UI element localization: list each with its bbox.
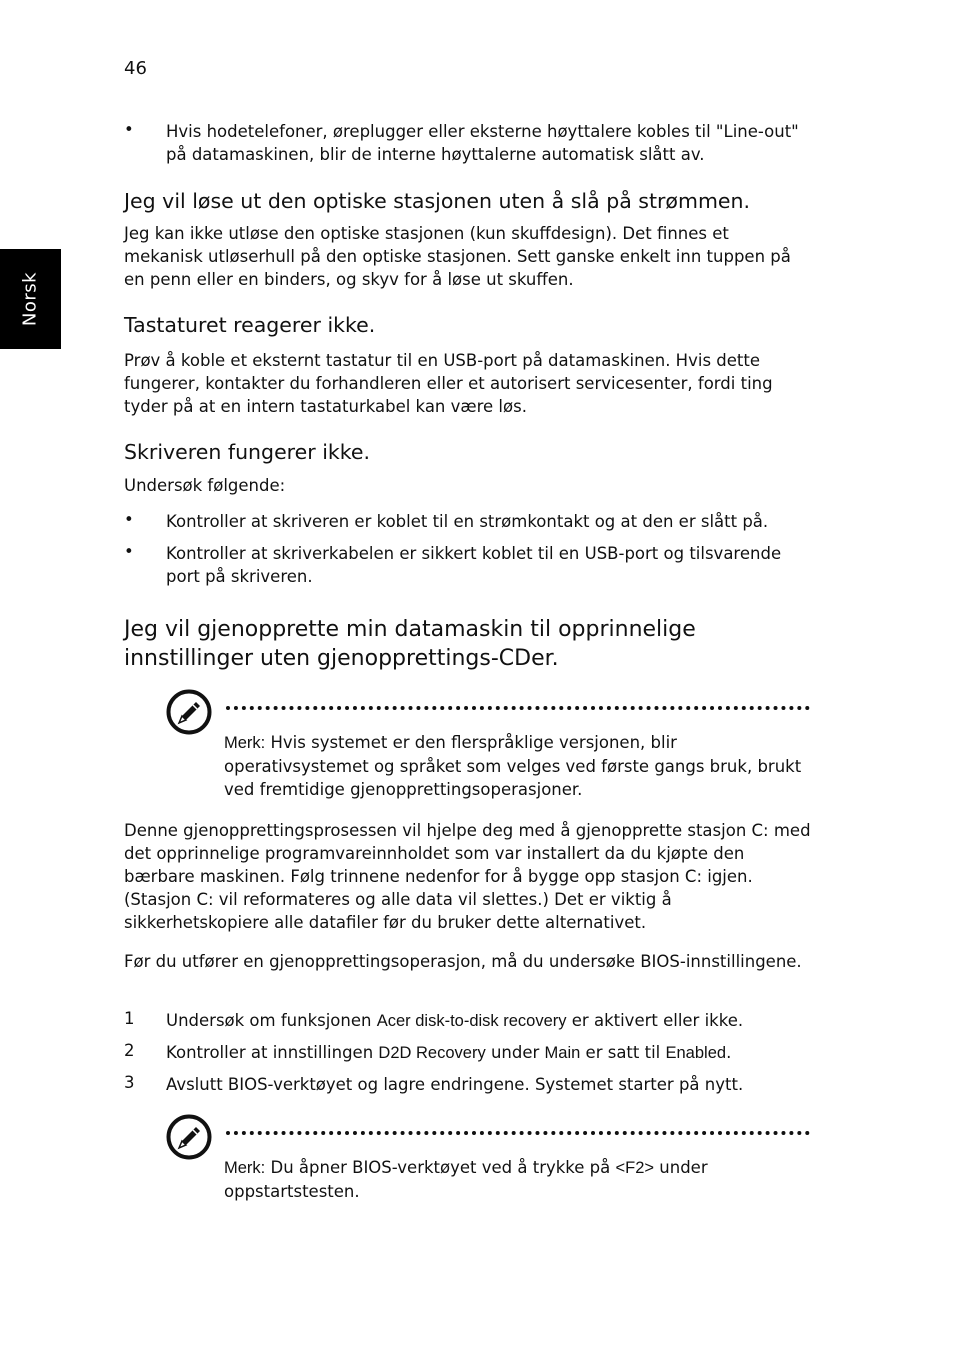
note-pencil-icon xyxy=(166,689,212,735)
section-heading-recovery: Jeg vil gjenopprette min datamaskin til opprinnelige innstillinger uten gjenopprettings-CDer. xyxy=(124,617,696,671)
note-label: Merk: xyxy=(224,1159,266,1177)
ui-term: Main xyxy=(544,1044,581,1062)
bullet-marker: • xyxy=(124,542,134,561)
side-tab-label: Norsk xyxy=(19,271,41,327)
step-text: Undersøk om funksjonen Acer disk-to-disk recovery er aktivert eller ikke. xyxy=(166,1011,744,1030)
section-text-keyboard: Prøv å koble et eksternt tastatur til en USB-port på datamaskinen. Hvis dette fungerer, kontakter du forhandleren eller et autorisert servicesenter, fordi ting tyder på at en intern tastaturkabel kan være løs. xyxy=(124,351,773,416)
paragraph-recovery-1: Denne gjenopprettingsprosessen vil hjelpe deg med å gjenopprette stasjon C: med det opprinnelige programvareinnholdet som var installert da du kjøpte den bærbare maskinen. Følg trinnene nedenfor for å bygge opp stasjon C: igjen. (Stasjon C: vil reformateres og alle data vil slettes.) Det er viktig å sikkerhetskopiere alle datafiler før du bruker dette alternativet. xyxy=(124,821,811,932)
ui-term: Acer disk-to-disk recovery xyxy=(376,1012,567,1030)
bullet-text: Kontroller at skriveren er koblet til en strømkontakt og at den er slått på. xyxy=(166,512,769,531)
ui-term: <F2> xyxy=(615,1159,655,1177)
note-text xyxy=(224,731,814,801)
bullet-text: Kontroller at skriverkabelen er sikkert koblet til en USB-port og tilsvarende port på skriveren. xyxy=(166,544,782,586)
note-body: Hvis systemet er den flerspråklige versjonen, blir operativsystemet og språket som velges ved første gangs bruk, brukt ved fremtidige gjenopprettingsoperasjoner. xyxy=(224,733,802,799)
section-heading-optical: Jeg vil løse ut den optiske stasjonen uten å slå på strømmen. xyxy=(124,189,751,213)
bullet-text: Hvis hodetelefoner, øreplugger eller eksterne høyttalere kobles til "Line-out" på datamaskinen, blir de interne høyttalerne automatisk slått av. xyxy=(166,122,799,164)
step-text: Kontroller at innstillingen D2D Recovery under Main er satt til Enabled. xyxy=(166,1043,732,1062)
page-number: 46 xyxy=(124,58,147,79)
language-side-tab xyxy=(0,249,61,349)
step-number: 3 xyxy=(124,1073,135,1092)
note-text: Merk: Du åpner BIOS-verktøyet ved å trykke på <F2> under oppstartstesten. xyxy=(224,1158,708,1201)
section-heading-printer: Skriveren fungerer ikke. xyxy=(124,440,371,464)
ui-term: D2D Recovery xyxy=(378,1044,486,1062)
section-heading-keyboard: Tastaturet reagerer ikke. xyxy=(124,313,376,337)
note-divider xyxy=(226,1131,810,1135)
note-divider xyxy=(226,706,810,710)
section-text-optical: Jeg kan ikke utløse den optiske stasjonen (kun skuffdesign). Det finnes et mekanisk utløserhull på den optiske stasjonen. Sett ganske enkelt inn tuppen på en penn eller en binders, og skyv for å løse ut skuffen. xyxy=(124,224,791,289)
paragraph-recovery-2: Før du utfører en gjenopprettingsoperasjon, må du undersøke BIOS-innstillingene. xyxy=(124,952,802,971)
section-intro-printer: Undersøk følgende: xyxy=(124,476,286,495)
bullet-marker: • xyxy=(124,120,134,139)
step-number: 2 xyxy=(124,1041,135,1060)
note-pencil-icon xyxy=(166,1114,212,1160)
ui-term: Enabled xyxy=(665,1044,727,1062)
bullet-marker: • xyxy=(124,510,134,529)
note-label: Merk: xyxy=(224,734,266,752)
step-text: Avslutt BIOS-verktøyet og lagre endringene. Systemet starter på nytt. xyxy=(166,1075,744,1094)
step-number: 1 xyxy=(124,1009,135,1028)
